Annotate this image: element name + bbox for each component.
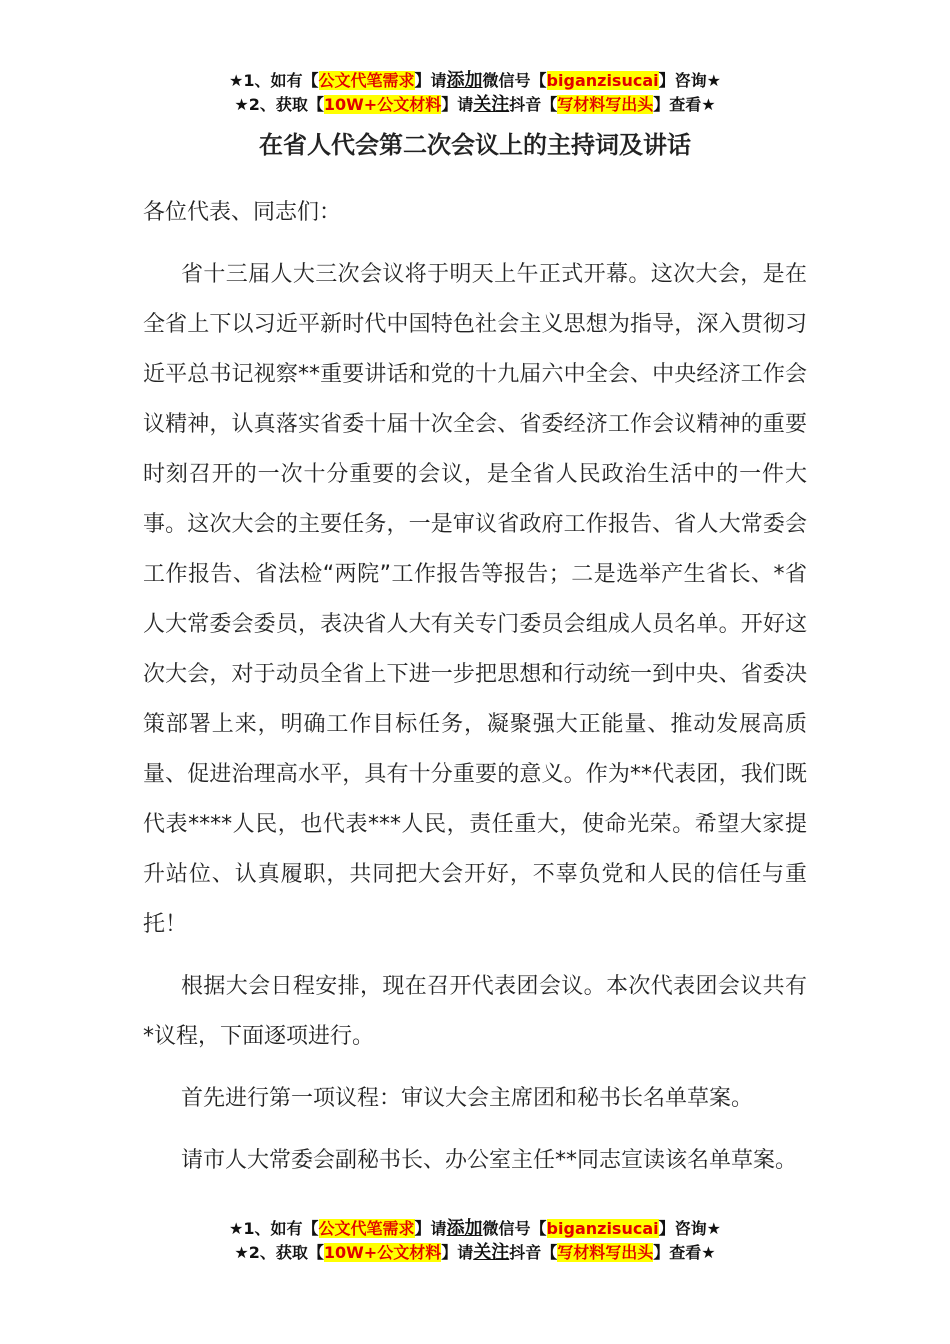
paragraph: 首先进行第一项议程：审议大会主席团和秘书长名单草案。: [181, 1086, 754, 1111]
highlight-materials: 10W+公文材料: [323, 95, 442, 114]
promo-line-2: ★2、获取【10W+公文材料】请关注抖音【写材料写出头】查看★: [234, 94, 716, 115]
paragraph: 请市人大常委会副秘书长、办公室主任**同志宣读该名单草案。: [181, 1148, 798, 1173]
highlight-douyin: 写材料写出头: [557, 1243, 654, 1262]
highlight-douyin: 写材料写出头: [557, 95, 654, 114]
document-title: 在省人代会第二次会议上的主持词及讲话: [259, 131, 691, 159]
highlight-wechat-id: biganzisucai: [546, 1219, 659, 1238]
highlight-materials: 10W+公文材料: [323, 1243, 442, 1262]
highlight-wechat-id: biganzisucai: [546, 71, 659, 90]
salutation: 各位代表、同志们：: [143, 200, 342, 225]
document-body: [143, 188, 807, 1198]
promo-banner-top: [0, 69, 950, 117]
promo-banner-bottom: [0, 1217, 950, 1265]
promo-line-2: ★2、获取【10W+公文材料】请关注抖音【写材料写出头】查看★: [234, 1242, 716, 1263]
highlight-service: 公文代笔需求: [318, 71, 415, 90]
highlight-service: 公文代笔需求: [318, 1219, 415, 1238]
promo-line-1: ★1、如有【公文代笔需求】请添加微信号【biganzisucai】咨询★: [229, 1218, 721, 1239]
paragraph: 根据大会日程安排，现在召开代表团会议。本次代表团会议共有*议程，下面逐项进行。: [143, 974, 807, 1049]
paragraph: 省十三届人大三次会议将于明天上午正式开幕。这次大会，是在全省上下以习近平新时代中国特色社会主义思想为指导，深入贯彻习近平总书记视察**重要讲话和党的十九届六中全会、中央经济工作会议精神，认真落实省委十届十次全会、省委经济工作会议精神的重要时刻召开的一次十分重要的会议，是全省人民政治生活中的一件大事。这次大会的主要任务，一是审议省政府工作报告、省人大常委会工作报告、省法检“两院”工作报告等报告；二是选举产生省长、*省人大常委会委员，表决省人大有关专门委员会组成人员名单。开好这次大会，对于动员全省上下进一步把思想和行动统一到中央、省委决策部署上来，明确工作目标任务，凝聚强大正能量、推动发展高质量、促进治理高水平，具有十分重要的意义。作为**代表团，我们既代表****人民，也代表***人民，责任重大，使命光荣。希望大家提升站位、认真履职，共同把大会开好，不辜负党和人民的信任与重托！: [143, 262, 807, 937]
promo-line-1: ★1、如有【公文代笔需求】请添加微信号【biganzisucai】咨询★: [229, 70, 721, 91]
